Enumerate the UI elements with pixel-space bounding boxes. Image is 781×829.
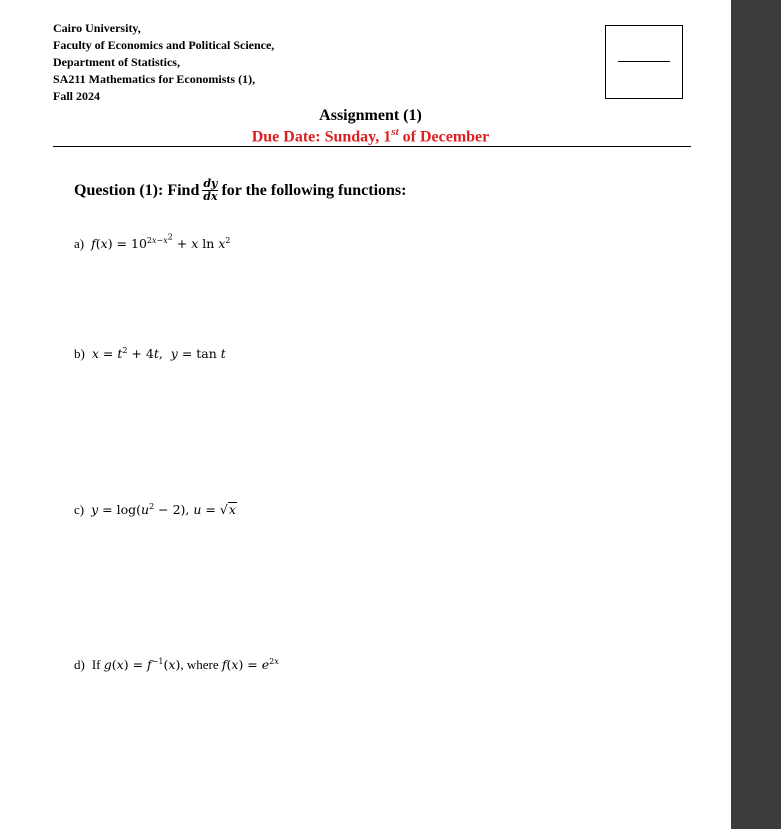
due-date-suffix: of December — [398, 128, 490, 146]
due-date — [0, 126, 741, 146]
fraction-denominator: dx — [203, 190, 218, 203]
formula-b: $x = t^2 + 4t$, y = tan t — [91, 346, 226, 362]
institution-header — [53, 20, 274, 105]
header-course: SA211 Mathematics for Economists (1), — [53, 72, 256, 86]
header-faculty: Faculty of Economics and Political Science, — [53, 38, 275, 52]
item-label: b) — [74, 346, 85, 362]
due-date-prefix: Due Date: Sunday, 1 — [251, 128, 392, 146]
item-label: d) — [74, 657, 85, 673]
question-heading — [74, 178, 406, 203]
item-c — [74, 502, 237, 518]
item-b — [74, 346, 226, 362]
assignment-title: Assignment (1) — [319, 107, 422, 124]
due-date-ordinal: st — [391, 126, 399, 138]
item-d — [74, 657, 279, 673]
item-label: c) — [74, 502, 85, 518]
item-label: a) — [74, 235, 85, 251]
item-a — [74, 232, 230, 252]
fraction-numerator: dy — [203, 177, 218, 190]
grade-box-dash — [618, 61, 670, 62]
header-department: Department of Statistics, — [53, 55, 180, 69]
item-d-if: If — [91, 657, 101, 673]
formula-d-exp: $f(x) = e^{2x}$ — [221, 657, 279, 673]
header-divider — [53, 146, 691, 147]
question-suffix: for the following functions: — [221, 181, 407, 199]
formula-c: $y = \log(u^2 - 2)$, u = √x — [91, 502, 236, 518]
item-d-where: , where — [180, 657, 219, 673]
dy-dx-fraction — [202, 178, 218, 203]
formula-d-inverse: $g(x) = f^{-1}(x)$ — [103, 657, 181, 673]
question-prefix: Question (1): Find — [74, 181, 200, 199]
grade-box — [605, 25, 683, 99]
header-university: Cairo University, — [53, 21, 141, 35]
header-term: Fall 2024 — [53, 89, 100, 103]
formula-a: $f(x) = 10^{2x-x^2} + x$ $\ln x^2$ — [91, 232, 231, 251]
